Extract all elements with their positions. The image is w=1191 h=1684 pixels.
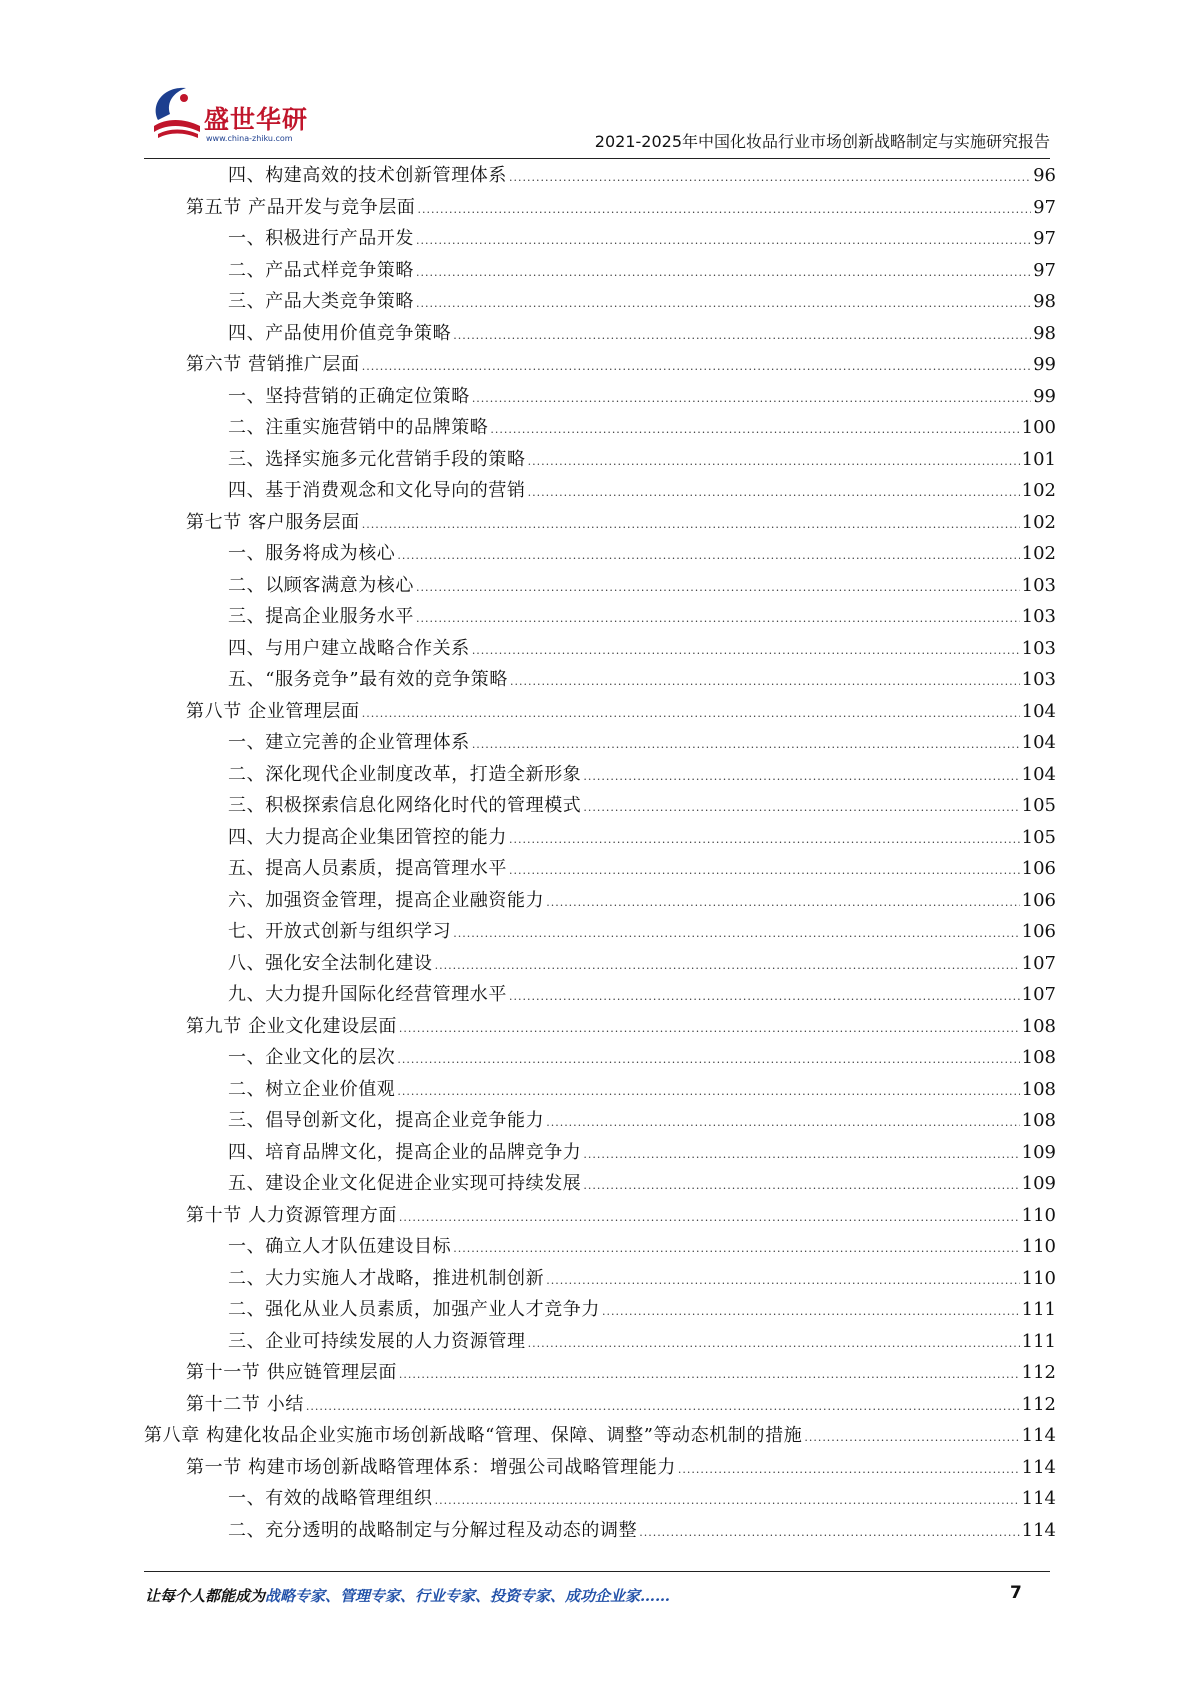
toc-entry[interactable] — [144, 1326, 1056, 1358]
toc-entry-title: 一、坚持营销的正确定位策略 — [228, 385, 470, 407]
toc-entry[interactable] — [144, 381, 1056, 413]
toc-dot-leader — [490, 414, 1019, 446]
toc-entry-page: 108 — [1021, 1110, 1056, 1131]
toc-entry-page: 112 — [1021, 1393, 1056, 1415]
toc-dot-leader — [509, 981, 1020, 1013]
toc-entry-page: 98 — [1033, 291, 1056, 312]
toc-dot-leader — [639, 1517, 1019, 1549]
toc-dot-leader — [362, 698, 1020, 730]
toc-dot-leader — [546, 1265, 1019, 1297]
toc-dot-leader — [509, 162, 1031, 194]
toc-entry[interactable] — [144, 1105, 1056, 1137]
toc-entry-title: 二、树立企业价值观 — [228, 1078, 396, 1100]
toc-entry-page: 109 — [1021, 1141, 1056, 1163]
toc-entry-title: 四、构建高效的技术创新管理体系 — [228, 165, 507, 186]
toc-entry[interactable] — [144, 1137, 1056, 1169]
toc-entry[interactable] — [144, 1420, 1056, 1452]
toc-entry-title: 三、选择实施多元化营销手段的策略 — [228, 448, 526, 470]
toc-entry-page: 110 — [1021, 1236, 1056, 1257]
toc-entry[interactable] — [144, 948, 1056, 980]
toc-entry[interactable] — [144, 1200, 1056, 1232]
logo-name: 盛世华研 — [204, 105, 309, 134]
toc-entry[interactable] — [144, 885, 1056, 917]
toc-entry-title: 第九节 企业文化建设层面 — [186, 1015, 397, 1037]
toc-entry-title: 二、深化现代企业制度改革，打造全新形象 — [228, 763, 582, 785]
toc-entry-title: 五、建设企业文化促进企业实现可持续发展 — [228, 1173, 582, 1194]
toc-entry[interactable] — [144, 475, 1056, 507]
toc-entry[interactable] — [144, 349, 1056, 381]
toc-entry-title: 三、倡导创新文化，提高企业竞争能力 — [228, 1110, 545, 1131]
toc-dot-leader — [509, 855, 1020, 887]
toc-entry-title: 九、大力提升国际化经营管理水平 — [228, 984, 507, 1005]
toc-entry-title: 第八章 构建化妆品企业实施市场创新战略“管理、保障、调整”等动态机制的措施 — [144, 1425, 803, 1446]
toc-dot-leader — [678, 1454, 1020, 1486]
toc-dot-leader — [602, 1296, 1020, 1328]
toc-entry[interactable] — [144, 1042, 1056, 1074]
toc-dot-leader — [306, 1391, 1020, 1423]
toc-entry-title: 第五节 产品开发与竞争层面 — [186, 196, 416, 218]
toc-dot-leader — [583, 792, 1019, 824]
toc-dot-leader — [362, 509, 1020, 541]
toc-entry-title: 五、提高人员素质，提高管理水平 — [228, 858, 507, 879]
toc-entry[interactable] — [144, 1168, 1056, 1200]
toc-dot-leader — [546, 887, 1019, 919]
toc-entry-page: 99 — [1033, 354, 1056, 375]
toc-entry-title: 二、注重实施营销中的品牌策略 — [228, 417, 489, 438]
toc-entry-title: 第十节 人力资源管理方面 — [186, 1204, 397, 1226]
toc-entry-title: 六、加强资金管理，提高企业融资能力 — [228, 889, 545, 911]
toc-entry-page: 111 — [1021, 1299, 1056, 1320]
toc-entry-title: 三、产品大类竞争策略 — [228, 291, 414, 312]
toc-entry-title: 一、服务将成为核心 — [228, 543, 396, 564]
toc-entry-page: 100 — [1021, 417, 1056, 438]
toc-entry[interactable] — [144, 1011, 1056, 1043]
toc-entry-page: 98 — [1033, 322, 1056, 344]
toc-entry-page: 108 — [1021, 1047, 1056, 1068]
toc-dot-leader — [472, 729, 1020, 761]
toc-dot-leader — [399, 1202, 1020, 1234]
toc-dot-leader — [528, 477, 1020, 509]
toc-entry[interactable] — [144, 979, 1056, 1011]
toc-dot-leader — [399, 1013, 1020, 1045]
toc-entry-title: 二、大力实施人才战略，推进机制创新 — [228, 1267, 545, 1289]
toc-dot-leader — [583, 1170, 1019, 1202]
toc-dot-leader — [804, 1422, 1019, 1454]
toc-dot-leader — [416, 603, 1020, 635]
toc-entry-page: 102 — [1021, 480, 1056, 501]
toc-entry-title: 四、产品使用价值竞争策略 — [228, 322, 452, 344]
toc-entry[interactable] — [144, 1389, 1056, 1421]
toc-entry[interactable] — [144, 223, 1056, 255]
toc-dot-leader — [583, 761, 1019, 793]
page-number: 7 — [1010, 1583, 1022, 1603]
toc-entry-title: 第七节 客户服务层面 — [186, 511, 360, 533]
toc-dot-leader — [546, 1107, 1019, 1139]
toc-entry[interactable] — [144, 759, 1056, 791]
toc-entry[interactable] — [144, 318, 1056, 350]
toc-entry-page: 107 — [1021, 984, 1056, 1005]
toc-entry[interactable] — [144, 601, 1056, 633]
toc-dot-leader — [510, 666, 1020, 698]
toc-dot-leader — [435, 950, 1020, 982]
toc-entry-page: 114 — [1021, 1456, 1056, 1478]
toc-entry[interactable] — [144, 727, 1056, 759]
logo-url: www.china-zhiku.com — [206, 134, 293, 143]
toc-entry-page: 106 — [1021, 858, 1056, 879]
toc-entry[interactable] — [144, 853, 1056, 885]
toc-entry-title: 二、以顾客满意为核心 — [228, 574, 414, 596]
toc-entry[interactable] — [144, 286, 1056, 318]
toc-entry-page: 104 — [1021, 700, 1056, 722]
toc-entry-title: 二、产品式样竞争策略 — [228, 259, 414, 281]
toc-entry[interactable] — [144, 1294, 1056, 1326]
toc-dot-leader — [416, 225, 1031, 257]
toc-entry-page: 97 — [1033, 228, 1056, 249]
toc-dot-leader — [472, 635, 1020, 667]
toc-entry-title: 第八节 企业管理层面 — [186, 700, 360, 722]
toc-entry-page: 104 — [1021, 763, 1056, 785]
toc-entry-title: 八、强化安全法制化建设 — [228, 952, 433, 974]
toc-entry-title: 五、“服务竞争”最有效的竞争策略 — [228, 669, 509, 690]
toc-entry-title: 一、积极进行产品开发 — [228, 228, 414, 249]
toc-dot-leader — [509, 824, 1020, 856]
toc-entry-page: 104 — [1021, 732, 1056, 753]
toc-dot-leader — [453, 918, 1019, 950]
toc-dot-leader — [583, 1139, 1019, 1171]
toc-entry-title: 七、开放式创新与组织学习 — [228, 921, 452, 942]
toc-entry-page: 102 — [1021, 543, 1056, 564]
toc-entry-title: 第十一节 供应链管理层面 — [186, 1362, 397, 1383]
toc-entry-page: 97 — [1033, 259, 1056, 281]
toc-entry-title: 一、有效的战略管理组织 — [228, 1488, 433, 1509]
toc-entry-page: 106 — [1021, 889, 1056, 911]
slogan-roles: 战略专家、管理专家、行业专家、投资专家、成功企业家…… — [265, 1587, 671, 1605]
toc-entry[interactable] — [144, 538, 1056, 570]
toc-dot-leader — [397, 540, 1019, 572]
toc-dot-leader — [416, 288, 1031, 320]
toc-entry-page: 112 — [1021, 1362, 1056, 1383]
toc-entry-page: 105 — [1021, 826, 1056, 848]
toc-entry[interactable] — [144, 822, 1056, 854]
toc-entry-page: 101 — [1021, 448, 1056, 470]
toc-dot-leader — [453, 1233, 1019, 1265]
toc-entry[interactable] — [144, 664, 1056, 696]
toc-entry-title: 二、强化从业人员素质，加强产业人才竞争力 — [228, 1299, 600, 1320]
page-header — [144, 78, 1050, 158]
logo-swoosh-icon — [144, 80, 208, 144]
toc-entry-page: 99 — [1033, 385, 1056, 407]
toc-entry-title: 三、积极探索信息化网络化时代的管理模式 — [228, 795, 582, 816]
company-logo — [144, 78, 324, 148]
toc-entry-title: 二、充分透明的战略制定与分解过程及动态的调整 — [228, 1519, 638, 1541]
toc-dot-leader — [418, 194, 1032, 226]
toc-entry[interactable] — [144, 696, 1056, 728]
toc-entry-page: 110 — [1021, 1204, 1056, 1226]
toc-dot-leader — [416, 572, 1020, 604]
toc-entry[interactable] — [144, 1452, 1056, 1484]
toc-entry-title: 三、企业可持续发展的人力资源管理 — [228, 1330, 526, 1352]
toc-entry-page: 97 — [1033, 196, 1056, 218]
toc-entry-page: 103 — [1021, 637, 1056, 659]
toc-entry-page: 103 — [1021, 606, 1056, 627]
slogan-lead: 让每个人都能成为 — [145, 1587, 266, 1605]
report-title: 2021-2025年中国化妆品行业市场创新战略制定与实施研究报告 — [594, 132, 1050, 151]
toc-entry-page: 114 — [1021, 1488, 1056, 1509]
footer-slogan — [145, 1585, 670, 1606]
toc-dot-leader — [528, 1328, 1020, 1360]
toc-dot-leader — [528, 446, 1020, 478]
toc-dot-leader — [472, 383, 1031, 415]
header-divider — [144, 158, 1050, 159]
toc-entry[interactable] — [144, 570, 1056, 602]
toc-entry-page: 106 — [1021, 921, 1056, 942]
toc-dot-leader — [362, 351, 1031, 383]
toc-entry-page: 110 — [1021, 1267, 1056, 1289]
toc-entry-page: 114 — [1021, 1425, 1056, 1446]
toc-entry-page: 114 — [1021, 1519, 1056, 1541]
toc-entry[interactable] — [144, 192, 1056, 224]
toc-entry[interactable] — [144, 1483, 1056, 1515]
toc-entry[interactable] — [144, 412, 1056, 444]
toc-entry-title: 四、大力提高企业集团管控的能力 — [228, 826, 507, 848]
toc-entry-title: 四、与用户建立战略合作关系 — [228, 637, 470, 659]
toc-entry-page: 96 — [1033, 165, 1056, 186]
toc-entry-title: 三、提高企业服务水平 — [228, 606, 414, 627]
toc-entry-page: 105 — [1021, 795, 1056, 816]
toc-entry[interactable] — [144, 1515, 1056, 1547]
toc-entry[interactable] — [144, 507, 1056, 539]
toc-entry[interactable] — [144, 1263, 1056, 1295]
toc-entry-title: 四、基于消费观念和文化导向的营销 — [228, 480, 526, 501]
toc-dot-leader — [397, 1044, 1019, 1076]
toc-entry-page: 102 — [1021, 511, 1056, 533]
toc-entry[interactable] — [144, 255, 1056, 287]
toc-dot-leader — [453, 320, 1031, 352]
toc-entry[interactable] — [144, 444, 1056, 476]
toc-entry-page: 111 — [1021, 1330, 1056, 1352]
toc-entry[interactable] — [144, 1231, 1056, 1263]
toc-dot-leader — [435, 1485, 1020, 1517]
footer-divider — [144, 1571, 1050, 1572]
toc-entry[interactable] — [144, 916, 1056, 948]
toc-dot-leader — [397, 1076, 1019, 1108]
toc-entry-page: 103 — [1021, 574, 1056, 596]
toc-entry[interactable] — [144, 633, 1056, 665]
toc-entry-page: 107 — [1021, 952, 1056, 974]
toc-entry[interactable] — [144, 1357, 1056, 1389]
table-of-contents — [144, 160, 1056, 1546]
toc-entry[interactable] — [144, 790, 1056, 822]
toc-entry-page: 103 — [1021, 669, 1056, 690]
toc-entry-page: 108 — [1021, 1078, 1056, 1100]
toc-entry-title: 一、企业文化的层次 — [228, 1047, 396, 1068]
toc-dot-leader — [399, 1359, 1020, 1391]
toc-entry-title: 第六节 营销推广层面 — [186, 354, 360, 375]
toc-entry-title: 一、建立完善的企业管理体系 — [228, 732, 470, 753]
toc-entry[interactable] — [144, 160, 1056, 192]
toc-entry-title: 第一节 构建市场创新战略管理体系：增强公司战略管理能力 — [186, 1456, 676, 1478]
toc-entry[interactable] — [144, 1074, 1056, 1106]
toc-entry-title: 四、培育品牌文化，提高企业的品牌竞争力 — [228, 1141, 582, 1163]
toc-entry-title: 一、确立人才队伍建设目标 — [228, 1236, 452, 1257]
toc-entry-page: 108 — [1021, 1015, 1056, 1037]
toc-entry-title: 第十二节 小结 — [186, 1393, 304, 1415]
toc-entry-page: 109 — [1021, 1173, 1056, 1194]
toc-dot-leader — [416, 257, 1031, 289]
